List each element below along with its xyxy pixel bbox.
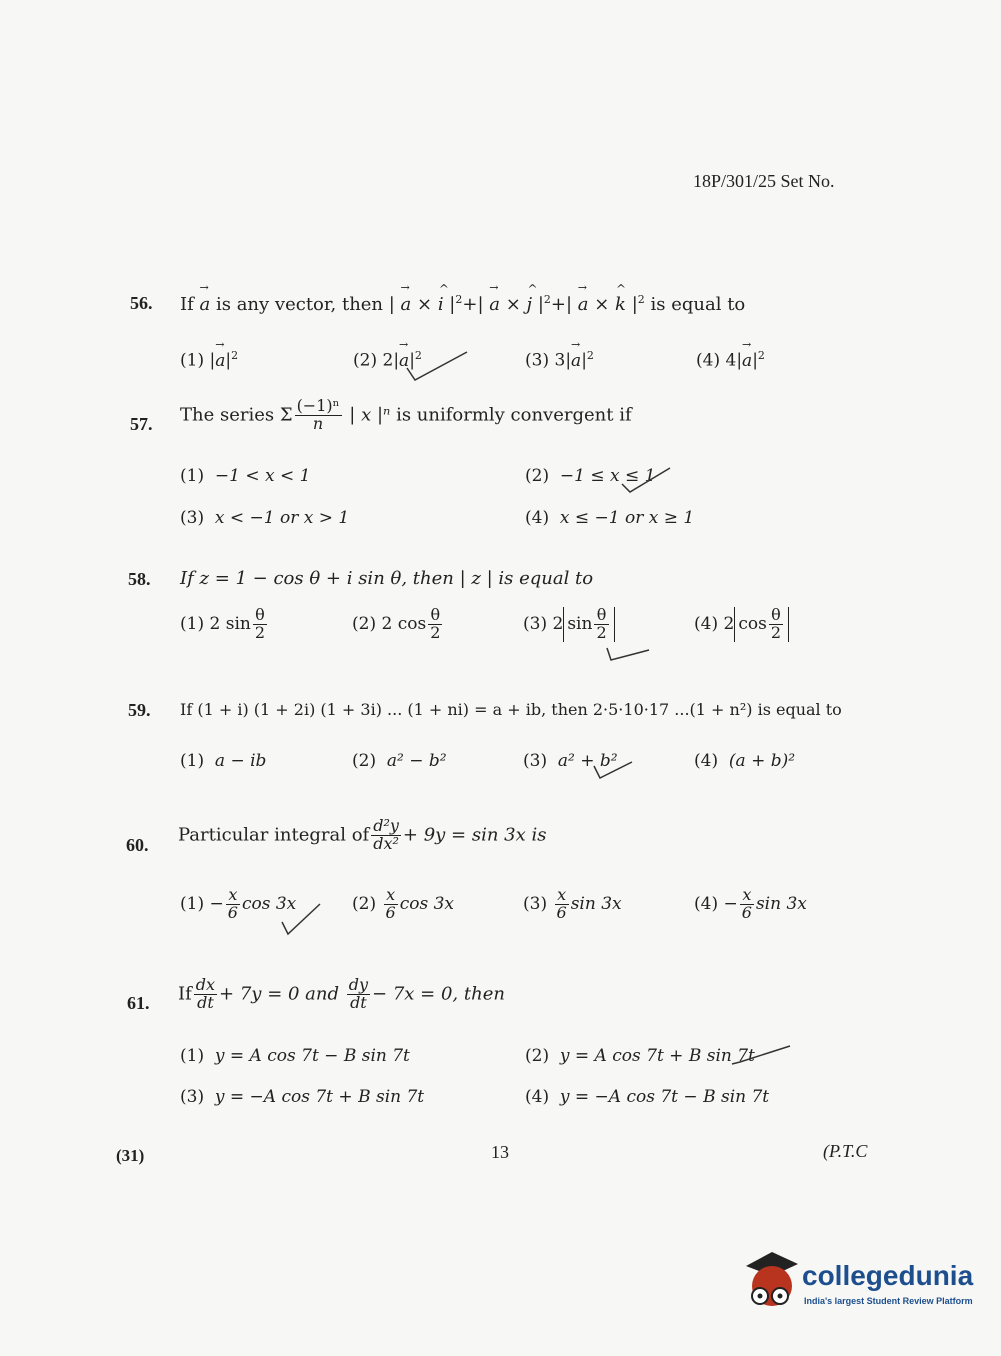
option: (3) $3|\to a|^2$: [525, 349, 594, 371]
option: (1) a − ib: [180, 751, 267, 771]
answer-tick-mark: [605, 640, 655, 665]
option: (1) y = A cos 7t − B sin 7t: [180, 1046, 410, 1066]
answer-tick-mark: [620, 464, 675, 494]
option: (1) − $\frac{x}{6}$ cos 3x: [180, 885, 297, 922]
question-number: 58.: [128, 569, 151, 589]
question-text: The series Σ $\frac{\text{(−1)ⁿ}}{n}$ | x |ⁿ is uniformly convergent if: [180, 396, 632, 433]
option: (3) 2 sin $\frac{\theta}{2}$: [523, 607, 615, 642]
question-number: 57.: [130, 414, 153, 434]
option: (3) y = −A cos 7t + B sin 7t: [180, 1087, 425, 1107]
option: (3) a² + b²: [523, 751, 618, 771]
question-number: 56.: [130, 293, 153, 313]
question-number: 61.: [127, 993, 150, 1013]
question-text: Particular integral of $\frac{\text{d²y}}{\text{dx²}}$ + 9y = sin 3x is: [178, 816, 547, 853]
option: (2) a² − b²: [352, 751, 447, 771]
pto-note: (P.T.C: [823, 1141, 868, 1161]
option: (4) 2 cos $\frac{\theta}{2}$: [694, 607, 789, 642]
option: (2) −1 ≤ x ≤ 1: [525, 466, 656, 486]
answer-tick-mark: [280, 902, 325, 937]
option: (4) − $\frac{x}{6}$ sin 3x: [694, 885, 807, 922]
question-text: If $\frac{dx}{dt}$ + 7y = 0 and $\frac{dy}{dt}$ − 7x = 0, then: [178, 975, 505, 1012]
brand-tagline: India's largest Student Review Platform: [804, 1296, 973, 1306]
option: (1) −1 < x < 1: [180, 466, 311, 486]
option: (2) 2 cos $\frac{\theta}{2}$: [352, 605, 441, 642]
option: (4) x ≤ −1 or x ≥ 1: [525, 508, 695, 528]
option: (3) $\frac{x}{6}$ sin 3x: [523, 885, 622, 922]
question-text: If (1 + i) (1 + 2i) (1 + 3i) ... (1 + ni) = a + ib, then 2·5·10·17 ...(1 + n²) is equal to: [180, 700, 842, 719]
answer-tick-mark: [592, 760, 637, 785]
question-number: 60.: [126, 835, 149, 855]
option: (2) y = A cos 7t + B sin 7t: [525, 1046, 755, 1066]
option: (2) $\frac{x}{6}$ cos 3x: [352, 885, 454, 922]
option: (1) 2 sin $\frac{\theta}{2}$: [180, 605, 266, 642]
page-number: 13: [491, 1142, 509, 1162]
answer-tick-mark: [730, 1040, 795, 1070]
option: (4) $4|\to a|^2$: [696, 349, 765, 371]
option: (2) $2|\to a|^2$: [353, 349, 422, 371]
question-number: 59.: [128, 700, 151, 720]
option: (1) |→ $a|^2$: [180, 349, 238, 371]
question-text: If z = 1 − cos θ + i sin θ, then | z | is equal to: [180, 568, 594, 589]
footer-code: (31): [116, 1146, 145, 1165]
option: (3) x < −1 or x > 1: [180, 508, 350, 528]
option: (4) (a + b)²: [694, 751, 796, 771]
brand-name: collegedunia: [802, 1260, 974, 1291]
mascot-icon: [742, 1250, 800, 1312]
answer-tick-mark: [405, 350, 475, 385]
set-code-header: 18P/301/25 Set No.: [693, 171, 835, 191]
question-text: If → a is any vector, then | → a × ^ i $|^2+| \to a$ × ^ j $|^2+| \to a$ × ^ k $|^2$ is equal to: [180, 293, 745, 315]
option: (4) y = −A cos 7t − B sin 7t: [525, 1087, 770, 1107]
